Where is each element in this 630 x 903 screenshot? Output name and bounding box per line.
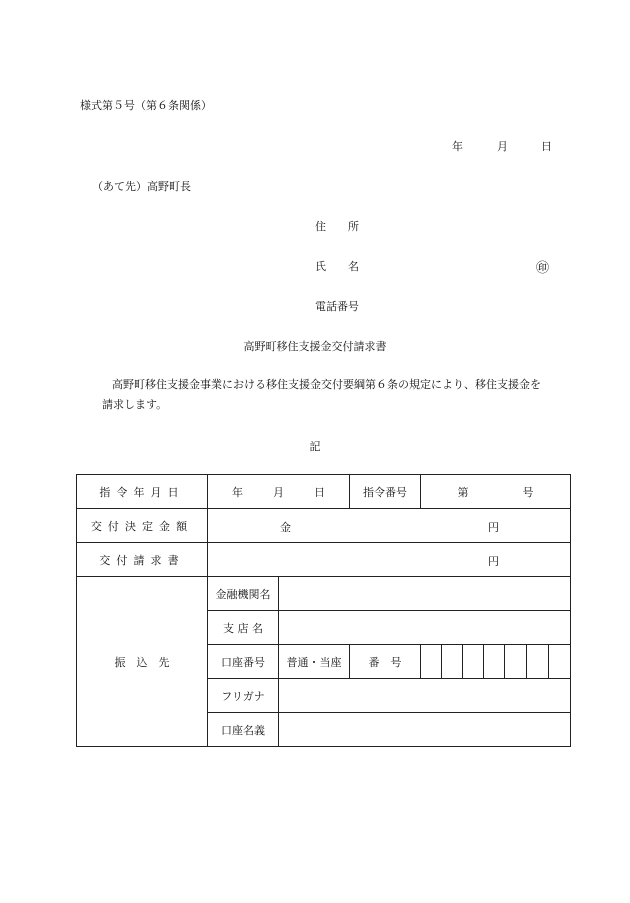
order-number-label: 指令番号	[350, 475, 421, 509]
request-amount-value[interactable]: 円	[208, 543, 571, 577]
date-year: 年	[452, 140, 463, 153]
transfer-label: 振 込 先	[77, 577, 208, 747]
account-digit-box[interactable]	[527, 645, 549, 679]
body-line-2: 請求します。	[102, 398, 168, 411]
request-table	[76, 474, 571, 747]
body-line-1: 高野町移住支援金事業における移住支援金交付要綱第６条の規定により、移住支援金を	[112, 378, 541, 391]
branch-label: 支 店 名	[208, 611, 279, 645]
row-decision-amount	[77, 509, 571, 543]
account-digit-box[interactable]	[484, 645, 505, 679]
account-type-value[interactable]: 普通・当座	[279, 645, 350, 679]
addressee: （あて先）高野町長	[92, 180, 191, 193]
order-date-label: 指令年月日	[77, 475, 208, 509]
account-digit-box[interactable]	[421, 645, 442, 679]
bank-value[interactable]	[279, 577, 571, 611]
furigana-value[interactable]	[279, 679, 571, 713]
account-digit-box[interactable]	[463, 645, 484, 679]
applicant-name-label: 氏 名	[315, 260, 359, 273]
bank-label: 金融機関名	[208, 577, 279, 611]
row-order-date	[77, 475, 571, 509]
row-bank	[77, 577, 571, 611]
account-digit-box[interactable]	[505, 645, 527, 679]
applicant-address-label: 住 所	[315, 220, 359, 233]
account-digit-box[interactable]	[549, 645, 571, 679]
furigana-label: フリガナ	[208, 679, 279, 713]
applicant-phone-label: 電話番号	[315, 300, 359, 313]
date-day: 日	[541, 140, 552, 153]
form-number: 様式第５号（第６条関係）	[80, 99, 212, 112]
order-number-value[interactable]: 第 号	[421, 475, 571, 509]
decision-amount-value[interactable]: 金 円	[208, 509, 571, 543]
seal-mark: ㊞	[536, 261, 550, 276]
request-amount-label: 交付請求書	[77, 543, 208, 577]
holder-value[interactable]	[279, 713, 571, 747]
account-digit-box[interactable]	[442, 645, 463, 679]
branch-value[interactable]	[279, 611, 571, 645]
date-month: 月	[497, 140, 508, 153]
row-request-amount	[77, 543, 571, 577]
order-date-value[interactable]: 年 月 日	[208, 475, 350, 509]
document-title: 高野町移住支援金交付請求書	[243, 340, 387, 353]
account-type-label: 口座番号	[208, 645, 279, 679]
holder-label: 口座名義	[208, 713, 279, 747]
account-number-label: 番 号	[350, 645, 421, 679]
ki-heading: 記	[309, 440, 321, 453]
decision-amount-label: 交付決定金額	[77, 509, 208, 543]
